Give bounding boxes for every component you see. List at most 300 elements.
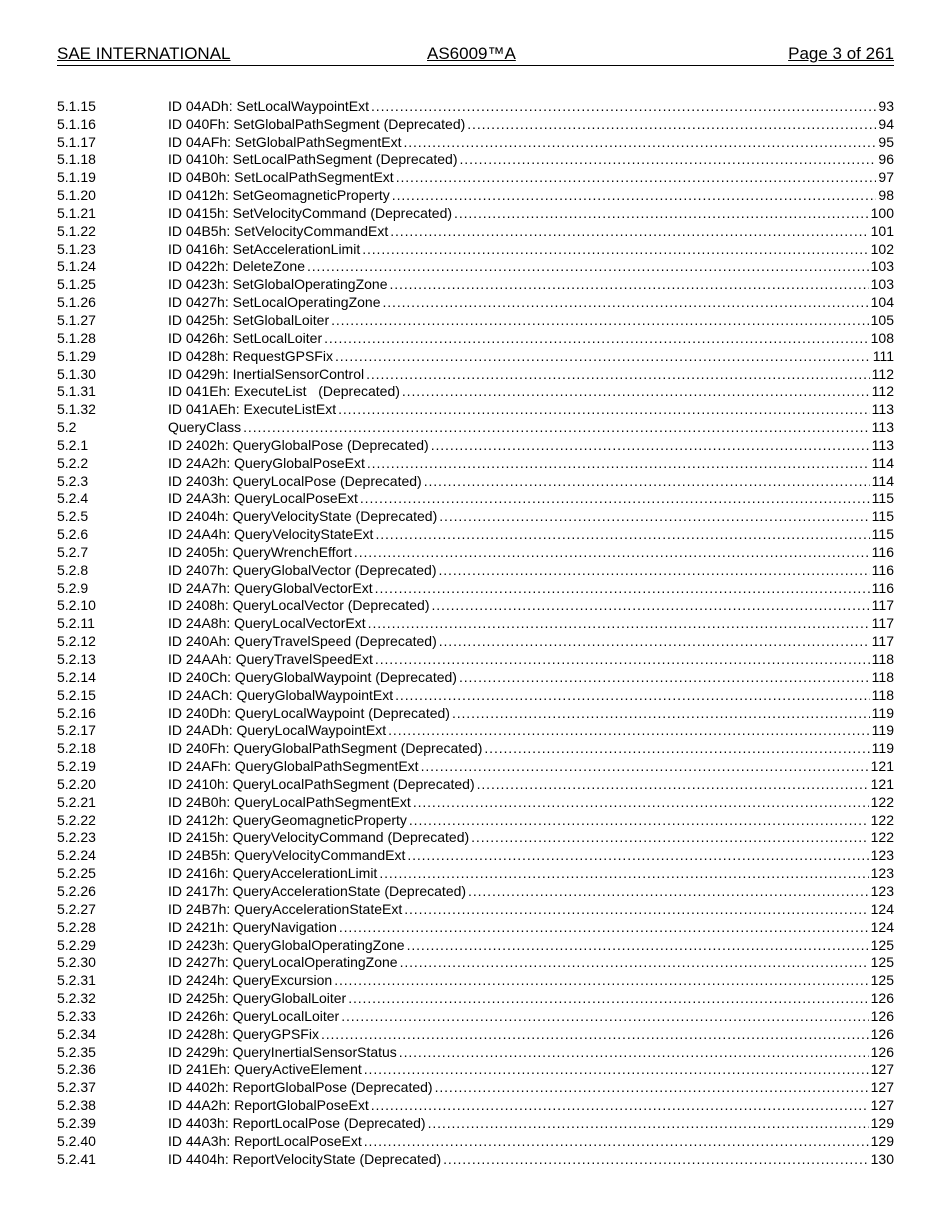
toc-dot-leader [366, 366, 870, 383]
toc-section-title[interactable]: ID 44A2h: ReportGlobalPoseExt [168, 1097, 369, 1114]
toc-section-title[interactable]: ID 2429h: QueryInertialSensorStatus [168, 1043, 397, 1060]
toc-page-number[interactable]: 125 [870, 954, 894, 971]
toc-entry[interactable] [57, 757, 894, 775]
toc-section-number: 5.1.24 [57, 258, 96, 275]
toc-page-number[interactable]: 119 [871, 722, 894, 739]
toc-entry-body [168, 276, 894, 293]
toc-entry[interactable] [57, 686, 894, 704]
toc-section-number: 5.2.25 [57, 865, 96, 882]
toc-page-number[interactable]: 100 [870, 204, 894, 221]
toc-dot-leader [362, 241, 868, 258]
toc-section-title[interactable]: ID 2416h: QueryAccelerationLimit [168, 865, 378, 882]
toc-entry[interactable] [57, 918, 894, 936]
toc-entry[interactable] [57, 1043, 894, 1061]
toc-entry[interactable] [57, 989, 894, 1007]
toc-dot-leader [341, 1008, 868, 1025]
toc-entry[interactable] [57, 793, 894, 811]
toc-dot-leader [382, 294, 868, 311]
toc-entry-body [168, 794, 894, 811]
toc-section-title[interactable]: ID 0425h: SetGlobalLoiter [168, 311, 330, 328]
toc-dot-leader [371, 1097, 869, 1114]
toc-entry[interactable] [57, 1078, 894, 1096]
toc-page-number[interactable]: 96 [878, 151, 894, 168]
toc-page-number[interactable]: 113 [871, 419, 894, 436]
toc-entry[interactable] [57, 168, 894, 186]
toc-dot-leader [454, 205, 869, 222]
toc-section-title[interactable]: ID 2415h: QueryVelocityCommand (Deprecated) [168, 829, 470, 846]
toc-section-title[interactable]: ID 0426h: SetLocalLoiter [168, 329, 323, 346]
toc-dot-leader [367, 455, 870, 472]
toc-entry[interactable] [57, 954, 894, 972]
toc-entry-body [168, 1044, 894, 1061]
toc-dot-leader [471, 829, 868, 846]
toc-section-number: 5.2.38 [57, 1097, 96, 1114]
toc-section-number: 5.2.35 [57, 1043, 96, 1060]
toc-section-number: 5.2.16 [57, 704, 96, 721]
toc-entry[interactable] [57, 739, 894, 757]
toc-entry-body [168, 651, 894, 668]
toc-page-number[interactable]: 126 [870, 990, 894, 1007]
toc-entry-body [168, 366, 894, 383]
toc-section-number: 5.1.19 [57, 169, 96, 186]
toc-entry[interactable] [57, 1025, 894, 1043]
toc-page-number[interactable]: 126 [870, 1025, 894, 1042]
toc-section-title[interactable]: QueryClass [168, 419, 242, 436]
toc-section-title[interactable]: ID 0412h: SetGeomagneticProperty [168, 187, 390, 204]
toc-section-number: 5.2.26 [57, 882, 96, 899]
toc-entry[interactable] [57, 704, 894, 722]
toc-section-title[interactable]: ID 2426h: QueryLocalLoiter [168, 1007, 340, 1024]
toc-page-number[interactable]: 123 [870, 847, 894, 864]
toc-dot-leader [348, 990, 868, 1007]
toc-page-number[interactable]: 105 [870, 311, 894, 328]
toc-entry-body [168, 865, 894, 882]
toc-entry-body [168, 740, 894, 757]
toc-section-title[interactable]: ID 24AAh: QueryTravelSpeedExt [168, 651, 373, 667]
toc-page-number[interactable]: 102 [870, 240, 894, 257]
toc-dot-leader [435, 1079, 869, 1096]
toc-entry-body [168, 526, 894, 543]
toc-section-title[interactable]: ID 4403h: ReportLocalPose (Deprecated) [168, 1114, 426, 1131]
toc-page-number[interactable]: 117 [871, 615, 894, 632]
toc-section-number: 5.1.18 [57, 151, 96, 168]
toc-page-number[interactable]: 93 [878, 97, 894, 114]
toc-entry-body [168, 1097, 894, 1114]
toc-page-number[interactable]: 124 [870, 900, 894, 917]
toc-section-title[interactable]: ID 240Ah: QueryTravelSpeed (Deprecated) [168, 633, 437, 650]
toc-section-number: 5.1.31 [57, 383, 96, 400]
toc-page-number[interactable]: 97 [878, 169, 894, 186]
toc-section-title[interactable]: ID 44A3h: ReportLocalPoseExt [168, 1132, 362, 1149]
toc-section-title[interactable]: ID 0416h: SetAccelerationLimit [168, 240, 361, 257]
toc-page-number[interactable]: 129 [870, 1114, 894, 1131]
toc-page-number[interactable]: 101 [870, 222, 894, 239]
toc-entry[interactable] [57, 472, 894, 490]
toc-page-number[interactable]: 118 [871, 686, 894, 703]
toc-dot-leader [452, 705, 870, 722]
toc-dot-leader [368, 615, 870, 632]
toc-page-number[interactable]: 113 [871, 401, 894, 418]
toc-section-number: 5.1.15 [57, 97, 96, 114]
toc-dot-leader [321, 1026, 869, 1043]
toc-entry[interactable] [57, 293, 894, 311]
toc-dot-leader [421, 758, 869, 775]
toc-entry-body [168, 223, 894, 240]
toc-section-title[interactable]: ID 24AFh: QueryGlobalPathSegmentExt [168, 758, 419, 775]
toc-entry-body [168, 901, 894, 918]
toc-entry[interactable] [57, 311, 894, 329]
toc-page-number[interactable]: 130 [870, 1150, 894, 1167]
toc-entry-body [168, 776, 894, 793]
toc-entry[interactable] [57, 668, 894, 686]
toc-section-number: 5.2.34 [57, 1025, 96, 1042]
toc-page-number[interactable]: 119 [871, 740, 894, 757]
toc-entry[interactable] [57, 97, 894, 115]
toc-entry-body [168, 580, 894, 597]
toc-dot-leader [399, 1044, 869, 1061]
toc-section-title[interactable]: ID 0410h: SetLocalPathSegment (Deprecated) [168, 151, 458, 168]
toc-entry[interactable] [57, 115, 894, 133]
toc-entry[interactable] [57, 329, 894, 347]
toc-entry-body [168, 294, 894, 311]
toc-section-title[interactable]: ID 2421h: QueryNavigation [168, 918, 337, 935]
toc-section-number: 5.2.31 [57, 972, 96, 989]
toc-section-number: 5.2.9 [57, 579, 89, 596]
toc-entry[interactable] [57, 1096, 894, 1114]
toc-dot-leader [477, 776, 869, 793]
toc-page-number[interactable]: 117 [871, 633, 894, 650]
toc-page-number[interactable]: 124 [870, 918, 894, 935]
toc-page-number[interactable]: 111 [872, 347, 894, 364]
header-organization: SAE INTERNATIONAL [57, 44, 231, 63]
toc-section-number: 5.2.41 [57, 1150, 96, 1167]
toc-entry[interactable] [57, 900, 894, 918]
toc-entry-body [168, 187, 894, 204]
toc-entry[interactable] [57, 1061, 894, 1079]
toc-page-number[interactable]: 118 [871, 651, 894, 667]
toc-section-number: 5.2.14 [57, 668, 96, 685]
toc-entry-body [168, 687, 894, 704]
toc-dot-leader [403, 134, 876, 151]
toc-entry[interactable] [57, 454, 894, 472]
toc-dot-leader [402, 383, 870, 400]
toc-entry[interactable] [57, 222, 894, 240]
toc-section-number: 5.2.36 [57, 1061, 96, 1078]
toc-section-number: 5.2.7 [57, 543, 89, 560]
toc-page-number[interactable]: 116 [871, 543, 894, 560]
toc-entry-body [168, 1061, 894, 1078]
toc-entry-body [168, 151, 894, 168]
toc-dot-leader [439, 508, 869, 525]
toc-dot-leader [339, 919, 869, 936]
toc-section-title[interactable]: ID 2428h: QueryGPSFix [168, 1025, 319, 1042]
toc-entry-body [168, 937, 894, 954]
toc-dot-leader [324, 330, 869, 347]
toc-section-title[interactable]: ID 24A8h: QueryLocalVectorExt [168, 615, 366, 632]
toc-section-title[interactable]: ID 24ADh: QueryLocalWaypointExt [168, 722, 387, 739]
toc-section-title[interactable]: ID 2408h: QueryLocalVector (Deprecated) [168, 597, 430, 614]
toc-dot-leader [460, 151, 877, 168]
toc-entry[interactable] [57, 1150, 894, 1168]
toc-page-number[interactable]: 126 [870, 1043, 894, 1060]
toc-entry-body [168, 633, 894, 650]
toc-entry-body [168, 383, 894, 400]
toc-page-number[interactable]: 116 [871, 561, 894, 578]
toc-section-title[interactable]: ID 24A3h: QueryLocalPoseExt [168, 490, 358, 507]
toc-entry[interactable] [57, 846, 894, 864]
toc-entry[interactable] [57, 811, 894, 829]
toc-page-number[interactable]: 104 [870, 294, 894, 311]
toc-entry[interactable] [57, 632, 894, 650]
toc-section-title[interactable]: ID 0422h: DeleteZone [168, 258, 305, 275]
toc-section-number: 5.1.22 [57, 222, 96, 239]
toc-section-title[interactable]: ID 240Ch: QueryGlobalWaypoint (Deprecated) [168, 668, 457, 685]
toc-section-number: 5.2.3 [57, 472, 89, 489]
toc-page-number[interactable]: 125 [870, 972, 894, 989]
toc-section-title[interactable]: ID 2407h: QueryGlobalVector (Deprecated) [168, 561, 437, 578]
table-of-contents [57, 97, 894, 1168]
toc-entry-body [168, 972, 894, 989]
toc-entry-body [168, 205, 894, 222]
toc-entry[interactable] [57, 971, 894, 989]
toc-entry-body [168, 1115, 894, 1132]
toc-dot-leader [331, 312, 869, 329]
toc-entry[interactable] [57, 775, 894, 793]
toc-entry-body [168, 455, 894, 472]
toc-entry[interactable] [57, 240, 894, 258]
toc-entry[interactable] [57, 525, 894, 543]
toc-dot-leader [335, 348, 871, 365]
toc-section-title[interactable]: ID 24B5h: QueryVelocityCommandExt [168, 847, 406, 864]
toc-section-title[interactable]: ID 04B0h: SetLocalPathSegmentExt [168, 169, 394, 186]
toc-section-title[interactable]: ID 0415h: SetVelocityCommand (Deprecated) [168, 204, 453, 221]
toc-entry[interactable] [57, 614, 894, 632]
toc-page-number[interactable]: 121 [870, 775, 894, 792]
toc-entry[interactable] [57, 829, 894, 847]
toc-dot-leader [431, 437, 870, 454]
toc-dot-leader [424, 473, 870, 490]
toc-page-number[interactable]: 98 [878, 187, 894, 204]
toc-page-number[interactable]: 123 [870, 882, 894, 899]
toc-section-title[interactable]: ID 0423h: SetGlobalOperatingZone [168, 276, 388, 293]
toc-entry[interactable] [57, 258, 894, 276]
toc-dot-leader [364, 1133, 869, 1150]
toc-section-number: 5.2.10 [57, 597, 96, 614]
toc-page-number[interactable]: 125 [870, 936, 894, 953]
toc-entry[interactable] [57, 882, 894, 900]
toc-entry[interactable] [57, 507, 894, 525]
toc-section-title[interactable]: ID 2424h: QueryExcursion [168, 972, 333, 989]
toc-dot-leader [334, 972, 868, 989]
toc-section-number: 5.2.24 [57, 847, 96, 864]
toc-dot-leader [392, 187, 877, 204]
toc-section-title[interactable]: ID 041AEh: ExecuteListExt [168, 401, 337, 418]
toc-page-number[interactable]: 115 [871, 508, 894, 525]
toc-entry[interactable] [57, 1132, 894, 1150]
toc-entry[interactable] [57, 650, 894, 668]
toc-section-title[interactable]: ID 04ADh: SetLocalWaypointExt [168, 97, 370, 114]
toc-page-number[interactable]: 112 [871, 383, 894, 400]
toc-entry-body [168, 134, 894, 151]
toc-entry[interactable] [57, 365, 894, 383]
toc-page-number[interactable]: 113 [871, 436, 894, 453]
toc-section-number: 5.2.17 [57, 722, 96, 739]
toc-section-title[interactable]: ID 241Eh: QueryActiveElement [168, 1061, 362, 1078]
toc-entry[interactable] [57, 133, 894, 151]
toc-section-title[interactable]: ID 040Fh: SetGlobalPathSegment (Deprecated) [168, 115, 466, 132]
toc-section-number: 5.2.22 [57, 811, 96, 828]
toc-section-title[interactable]: ID 2417h: QueryAccelerationState (Deprecated) [168, 882, 467, 899]
toc-page-number[interactable]: 108 [870, 329, 894, 346]
toc-dot-leader [413, 794, 869, 811]
toc-entry[interactable] [57, 400, 894, 418]
toc-page-number[interactable]: 114 [871, 454, 894, 471]
toc-page-number[interactable]: 126 [870, 1007, 894, 1024]
toc-page-number[interactable]: 122 [870, 829, 894, 846]
toc-entry[interactable] [57, 436, 894, 454]
toc-page-number[interactable]: 95 [878, 133, 894, 150]
toc-page-number[interactable]: 94 [878, 115, 894, 132]
toc-entry[interactable] [57, 490, 894, 508]
toc-entry[interactable] [57, 561, 894, 579]
toc-section-title[interactable]: ID 0429h: InertialSensorControl [168, 365, 365, 382]
toc-page-number[interactable]: 127 [870, 1061, 894, 1078]
toc-dot-leader [443, 1151, 868, 1168]
toc-entry[interactable] [57, 383, 894, 401]
toc-page-number[interactable]: 115 [871, 526, 894, 543]
toc-entry[interactable] [57, 936, 894, 954]
toc-entry[interactable] [57, 722, 894, 740]
toc-page-number[interactable]: 122 [870, 793, 894, 810]
toc-entry-body [168, 508, 894, 525]
toc-section-number: 5.2.20 [57, 775, 96, 792]
toc-section-title[interactable]: ID 240Fh: QueryGlobalPathSegment (Deprecated) [168, 740, 483, 757]
toc-entry[interactable] [57, 204, 894, 222]
toc-entry-body [168, 116, 894, 133]
toc-section-number: 5.2.30 [57, 954, 96, 971]
toc-entry-body [168, 401, 894, 418]
toc-section-number: 5.2.27 [57, 900, 96, 917]
toc-page-number[interactable]: 123 [870, 865, 894, 882]
toc-entry[interactable] [57, 275, 894, 293]
toc-section-number: 5.1.20 [57, 187, 96, 204]
toc-dot-leader [389, 276, 868, 293]
toc-section-title[interactable]: ID 24B0h: QueryLocalPathSegmentExt [168, 793, 411, 810]
toc-section-title[interactable]: ID 24A7h: QueryGlobalVectorExt [168, 579, 373, 596]
toc-page-number[interactable]: 117 [871, 597, 894, 614]
toc-dot-leader [307, 258, 869, 275]
toc-page-number[interactable]: 121 [870, 758, 894, 775]
toc-section-title[interactable]: ID 2410h: QueryLocalPathSegment (Deprecated) [168, 775, 475, 792]
toc-section-title[interactable]: ID 041Eh: ExecuteList (Deprecated) [168, 383, 400, 400]
toc-section-number: 5.1.26 [57, 294, 96, 311]
toc-section-title[interactable]: ID 24B7h: QueryAccelerationStateExt [168, 900, 403, 917]
toc-entry[interactable] [57, 543, 894, 561]
toc-entry-body [168, 722, 894, 739]
toc-page-number[interactable]: 116 [871, 579, 894, 596]
toc-section-number: 5.2.12 [57, 633, 96, 650]
toc-dot-leader [375, 651, 870, 668]
toc-section-title[interactable]: ID 04AFh: SetGlobalPathSegmentExt [168, 133, 402, 150]
toc-entry-body [168, 1079, 894, 1096]
toc-entry[interactable] [57, 1007, 894, 1025]
toc-entry[interactable] [57, 597, 894, 615]
toc-section-title[interactable]: ID 2402h: QueryGlobalPose (Deprecated) [168, 436, 429, 453]
toc-page-number[interactable]: 122 [870, 811, 894, 828]
toc-section-number: 5.1.21 [57, 204, 96, 221]
toc-entry[interactable] [57, 579, 894, 597]
toc-entry-body [168, 758, 894, 775]
toc-page-number[interactable]: 103 [870, 258, 894, 275]
toc-entry-body [168, 562, 894, 579]
toc-entry[interactable] [57, 186, 894, 204]
toc-page-number[interactable]: 103 [870, 276, 894, 293]
toc-section-number: 5.2.39 [57, 1114, 96, 1131]
toc-entry-body [168, 490, 894, 507]
toc-section-title[interactable]: ID 24A4h: QueryVelocityStateExt [168, 526, 374, 543]
toc-section-number: 5.2.21 [57, 793, 96, 810]
toc-dot-leader [354, 544, 870, 561]
toc-page-number[interactable]: 129 [870, 1132, 894, 1149]
toc-section-number: 5.2 [57, 419, 77, 436]
toc-entry-body [168, 829, 894, 846]
toc-section-title[interactable]: ID 4404h: ReportVelocityState (Deprecated) [168, 1150, 442, 1167]
toc-dot-leader [375, 580, 870, 597]
toc-entry-body [168, 1026, 894, 1043]
toc-section-title[interactable]: ID 2405h: QueryWrenchEffort [168, 543, 352, 560]
toc-dot-leader [388, 722, 870, 739]
toc-section-number: 5.2.40 [57, 1132, 96, 1149]
toc-section-title[interactable]: ID 24A2h: QueryGlobalPoseExt [168, 454, 365, 471]
toc-entry-body [168, 705, 894, 722]
toc-section-number: 5.1.27 [57, 311, 96, 328]
toc-entry[interactable] [57, 418, 894, 436]
toc-section-number: 5.1.16 [57, 115, 96, 132]
toc-section-title[interactable]: ID 2427h: QueryLocalOperatingZone [168, 954, 398, 971]
toc-entry[interactable] [57, 347, 894, 365]
toc-section-number: 5.2.1 [57, 436, 89, 453]
toc-entry[interactable] [57, 151, 894, 169]
toc-page-number[interactable]: 115 [871, 490, 894, 507]
toc-section-title[interactable]: ID 24ACh: QueryGlobalWaypointExt [168, 686, 394, 703]
toc-section-title[interactable]: ID 2412h: QueryGeomagneticProperty [168, 811, 407, 828]
toc-page-number[interactable]: 119 [871, 704, 894, 721]
toc-section-title[interactable]: ID 4402h: ReportGlobalPose (Deprecated) [168, 1079, 433, 1096]
toc-page-number[interactable]: 127 [870, 1097, 894, 1114]
toc-entry-body [168, 919, 894, 936]
toc-section-title[interactable]: ID 2423h: QueryGlobalOperatingZone [168, 936, 405, 953]
toc-section-title[interactable]: ID 2404h: QueryVelocityState (Deprecated) [168, 508, 438, 525]
toc-page-number[interactable]: 112 [871, 365, 894, 382]
toc-section-title[interactable]: ID 0428h: RequestGPSFix [168, 347, 333, 364]
toc-section-number: 5.1.25 [57, 276, 96, 293]
toc-page-number[interactable]: 114 [871, 472, 894, 489]
toc-section-title[interactable]: ID 04B5h: SetVelocityCommandExt [168, 222, 389, 239]
toc-section-title[interactable]: ID 2403h: QueryLocalPose (Deprecated) [168, 472, 422, 489]
toc-entry-body [168, 258, 894, 275]
toc-entry[interactable] [57, 1114, 894, 1132]
toc-entry-body [168, 954, 894, 971]
toc-section-title[interactable]: ID 0427h: SetLocalOperatingZone [168, 294, 381, 311]
toc-section-number: 5.2.23 [57, 829, 96, 846]
toc-page-number[interactable]: 127 [870, 1079, 894, 1096]
toc-page-number[interactable]: 118 [871, 668, 894, 685]
toc-section-title[interactable]: ID 2425h: QueryGlobalLoiter [168, 990, 347, 1007]
toc-entry[interactable] [57, 864, 894, 882]
toc-entry-body [168, 883, 894, 900]
toc-section-title[interactable]: ID 240Dh: QueryLocalWaypoint (Deprecated) [168, 704, 450, 721]
toc-section-number: 5.2.2 [57, 454, 89, 471]
